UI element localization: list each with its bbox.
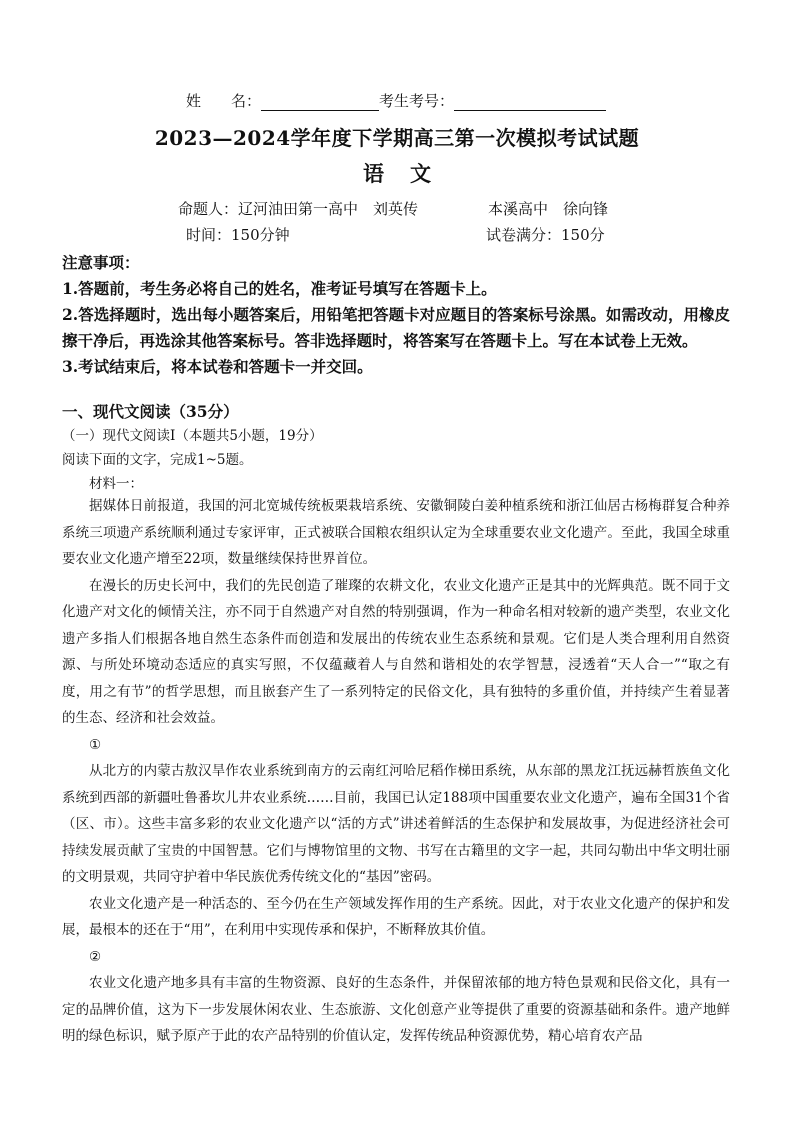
- candidate-id-label: 考生考号：: [379, 92, 455, 110]
- paragraph: 从北方的内蒙古敖汉旱作农业系统到南方的云南红河哈尼稻作梯田系统，从东部的黑龙江抚远赫哲族鱼文化系统到西部的新疆吐鲁番坎儿井农业系统……目前，我国已认定188项中国重要农业文化遗产，遍布全国31个省（区、市）。这些丰富多彩的农业文化遗产以“活的方式”讲述着鲜活的生态保护和发展故事，为促进经济社会可持续发展贡献了宝贵的中国智慧。它们与博物馆里的文物、书写在古籍里的文字一起，共同勾勒出中华文明壮丽的文明景观，共同守护着中华民族优秀传统文化的“基因”密码。: [62, 763, 730, 885]
- notes-heading: 注意事项：: [62, 253, 140, 272]
- material-text: [62, 493, 730, 1050]
- paragraph: 农业文化遗产地多具有丰富的生物资源、良好的生态条件，并保留浓郁的地方特色景观和民俗文化，具有一定的品牌价值，这为下一步发展休闲农业、生态旅游、文化创意产业等提供了重要的资源基础和条件。遗产地鲜明的绿色标识，赋予原产于此的农产品特别的价值认定，发挥传统品种资源优势，精心培育农产品: [62, 975, 730, 1044]
- blank-marker: ②: [89, 948, 102, 965]
- name-label: 姓 名：: [186, 92, 262, 110]
- exam-score: 试卷满分：150分: [486, 226, 605, 244]
- blank-marker: ①: [89, 736, 102, 753]
- author-1: 辽河油田第一高中 刘英传: [238, 200, 419, 218]
- note-item: 1.答题前，考生务必将自己的姓名，准考证号填写在答题卡上。: [62, 279, 497, 298]
- name-blank[interactable]: [261, 94, 379, 111]
- authors-label: 命题人：: [178, 200, 239, 218]
- section-heading: 一、现代文阅读（35分）: [62, 402, 239, 421]
- subject-title: 语文: [363, 161, 457, 186]
- note-item: 2.答选择题时，选出每小题答案后，用铅笔把答题卡对应题目的答案标号涂黑。如需改动，用橡皮擦干净后，再选涂其他答案标号。答非选择题时，将答案写在答题卡上。写在本试卷上无效。: [62, 305, 730, 350]
- material-label: 材料一：: [89, 476, 143, 492]
- exam-time: 时间：150分钟: [186, 226, 290, 244]
- paragraph: 农业文化遗产是一种活态的、至今仍在生产领域发挥作用的生产系统。因此，对于农业文化遗产的保护和发展，最根本的还在于“用”，在利用中实现传承和保护，不断释放其价值。: [62, 895, 730, 938]
- note-item: 3.考试结束后，将本试卷和答题卡一并交回。: [62, 357, 373, 376]
- section-subheading-block: [62, 424, 730, 496]
- author-2: 本溪高中 徐向锋: [488, 200, 609, 218]
- notes-block: [62, 250, 730, 380]
- paragraph: 据媒体日前报道，我国的河北宽城传统板栗栽培系统、安徽铜陵白姜种植系统和浙江仙居古杨梅群复合种养系统三项遗产系统顺利通过专家评审，正式被联合国粮农组织认定为全球重要农业文化遗产。至此，我国全球重要农业文化遗产增至22项，数量继续保持世界首位。: [62, 498, 730, 567]
- candidate-info-line: [186, 90, 606, 111]
- candidate-id-blank[interactable]: [454, 94, 606, 111]
- section-instruction: 阅读下面的文字，完成1~5题。: [62, 452, 253, 468]
- exam-title: 2023—2024学年度下学期高三第一次模拟考试试题: [154, 126, 640, 150]
- paragraph: 在漫长的历史长河中，我们的先民创造了璀璨的农耕文化，农业文化遗产正是其中的光辉典范。既不同于文化遗产对文化的倾情关注，亦不同于自然遗产对自然的特别强调，作为一种命名相对较新的遗产类型，农业文化遗产多指人们根据各地自然生态条件而创造和发展出的传统农业生态系统和景观。它们是人类合理利用自然资源、与所处环境动态适应的真实写照，不仅蕴藏着人与自然和谐相处的农学智慧，浸透着“天人合一”“取之有度，用之有节”的哲学思想，而且嵌套产生了一系列特定的民俗文化，具有独特的多重价值，并持续产生着显著的生态、经济和社会效益。: [62, 577, 730, 726]
- section-subheading: （一）现代文阅读Ⅰ（本题共5小题，19分）: [62, 428, 323, 444]
